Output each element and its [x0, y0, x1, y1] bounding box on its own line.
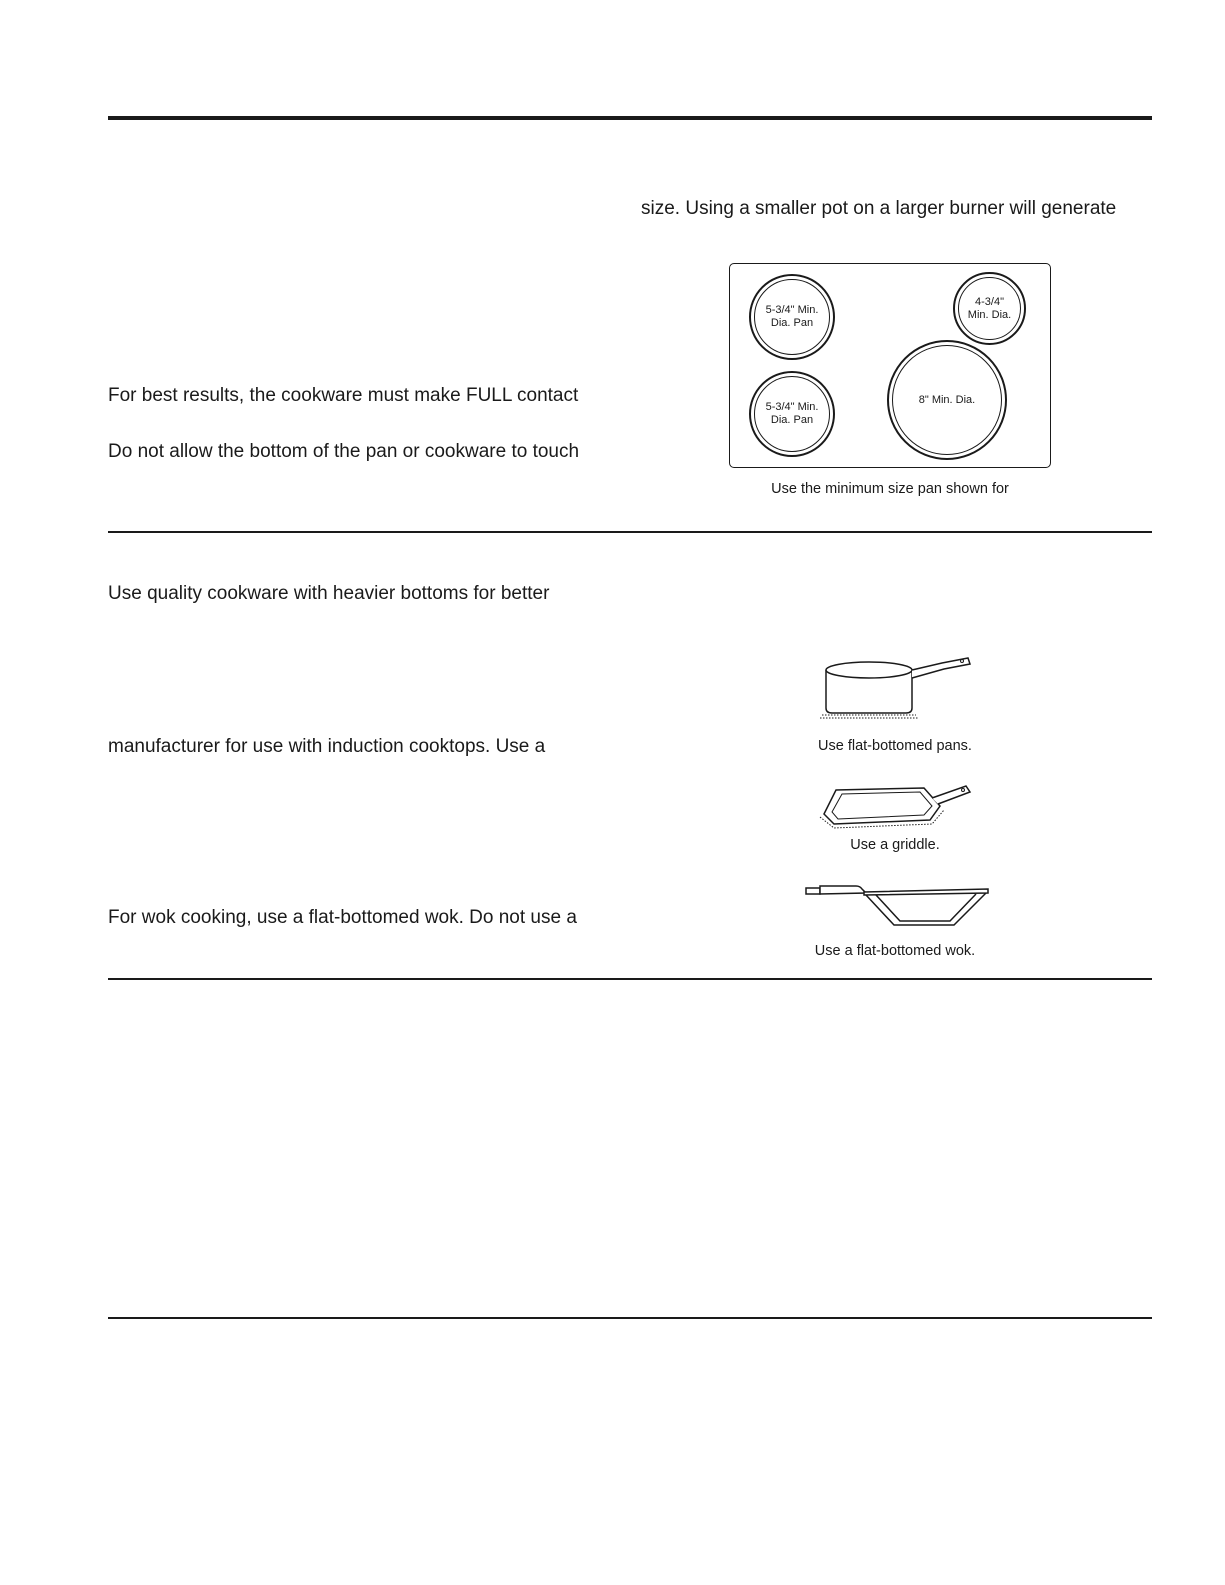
burner-top-left-line1: 5-3/4" Min.: [765, 304, 819, 317]
section-rule-3: [108, 1317, 1152, 1319]
burner-top-left: [749, 274, 835, 360]
burner-top-left-line2: Dia. Pan: [770, 317, 814, 329]
section-rule-2: [108, 978, 1152, 980]
manufacturer-text-line: manufacturer for use with induction cooktops. Use a: [108, 736, 546, 757]
wok-icon: [804, 883, 994, 933]
wok-caption: Use a flat-bottomed wok.: [814, 943, 976, 959]
burner-bottom-left-line2: Dia. Pan: [770, 414, 814, 426]
wok-cooking-text-line: For wok cooking, use a flat-bottomed wok. Do not use a: [108, 907, 577, 928]
burner-top-right-line2: Min. Dia.: [967, 308, 1012, 321]
top-rule: [108, 116, 1152, 120]
size-text-line: size. Using a smaller pot on a larger burner will generate: [641, 198, 1117, 219]
full-contact-text-line: For best results, the cookware must make FULL contact: [108, 385, 579, 406]
burner-bottom-left-line1: 5-3/4" Min.: [765, 401, 819, 414]
pan-caption: Use flat-bottomed pans.: [818, 738, 972, 754]
burner-top-right-line1: 4-3/4": [975, 295, 1004, 308]
griddle-caption: Use a griddle.: [850, 837, 940, 853]
burner-top-right: [953, 272, 1026, 345]
section-rule-1: [108, 531, 1152, 533]
burner-bottom-left: [749, 371, 835, 457]
burner-size-diagram: [729, 263, 1051, 468]
griddle-icon: [820, 782, 980, 832]
burner-large-label: 8" Min. Dia.: [918, 393, 976, 406]
quality-cookware-text-line: Use quality cookware with heavier bottoms for better: [108, 583, 550, 604]
do-not-allow-text-line: Do not allow the bottom of the pan or cookware to touch: [108, 441, 580, 462]
burner-diagram-caption: Use the minimum size pan shown for: [771, 481, 1009, 497]
saucepan-icon: [820, 656, 980, 726]
burner-large: [887, 340, 1007, 460]
